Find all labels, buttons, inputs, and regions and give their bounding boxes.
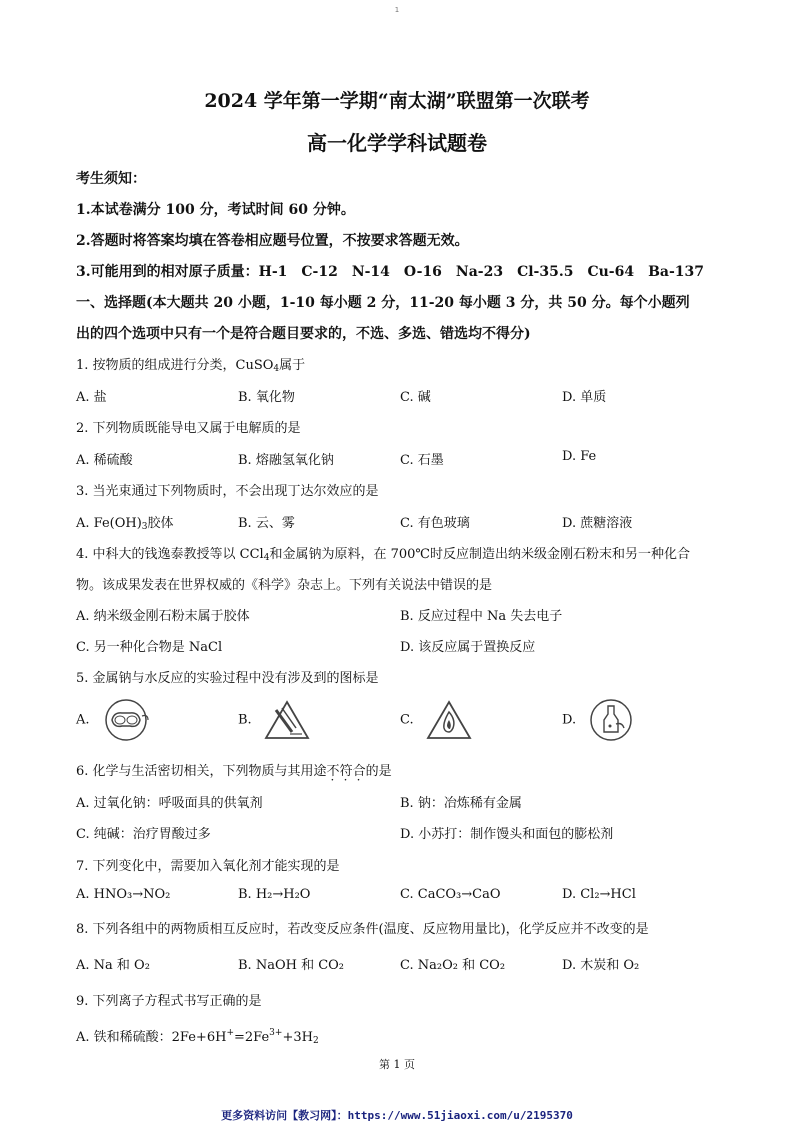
q6-option-a: A. 过氧化钠：呼吸面具的供氧剂: [76, 796, 263, 811]
exam-subtitle: 高一化学学科试题卷: [307, 131, 487, 155]
question-2-stem: 2. 下列物质既能导电又属于电解质的是: [76, 421, 301, 436]
question-1-stem: 1. 按物质的组成进行分类，CuSO$_4$属于: [76, 358, 306, 374]
q6-option-c: C. 纯碱：治疗胃酸过多: [76, 827, 211, 842]
flame-icon: [424, 698, 474, 742]
q3-option-d: D. 蔗糖溶液: [562, 516, 633, 531]
handwash-icon: [586, 698, 636, 742]
question-9-stem: 9. 下列离子方程式书写正确的是: [76, 994, 262, 1009]
q8-option-a: A. Na 和 O₂: [76, 958, 150, 973]
question-3-stem: 3. 当光束通过下列物质时，不会出现丁达尔效应的是: [76, 484, 379, 499]
q7-option-a: A. HNO₃→NO₂: [76, 887, 171, 902]
q4-option-d: D. 该反应属于置换反应: [400, 640, 536, 655]
q2-option-d: D. Fe: [562, 449, 597, 464]
question-8-stem: 8. 下列各组中的两物质相互反应时，若改变反应条件(温度、反应物用量比)，化学反应并不改变的是: [76, 922, 649, 937]
q4-option-c: C. 另一种化合物是 NaCl: [76, 640, 223, 655]
q7-option-b: B. H₂→H₂O: [238, 887, 311, 902]
notice-heading: 考生须知：: [76, 171, 146, 187]
q1-option-b: B. 氧化物: [238, 390, 295, 405]
exam-title: 2024 学年第一学期“南太湖”联盟第一次联考: [204, 90, 590, 112]
q3-option-c: C. 有色玻璃: [400, 516, 470, 531]
q7-option-d: D. Cl₂→HCl: [562, 887, 636, 902]
notice-item-2: 2.答题时将答案均填在答卷相应题号位置，不按要求答题无效。: [76, 233, 469, 249]
q1-option-c: C. 碱: [400, 390, 431, 405]
page-top-mark: 1: [394, 6, 400, 14]
q5-option-d: D.: [562, 698, 636, 742]
q2-option-b: B. 熔融氢氧化钠: [238, 453, 334, 468]
goggles-icon: [100, 698, 152, 742]
question-5-stem: 5. 金属钠与水反应的实验过程中没有涉及到的图标是: [76, 671, 379, 686]
question-7-stem: 7. 下列变化中，需要加入氧化剂才能实现的是: [76, 859, 340, 874]
section-heading-line2: 出的四个选项中只有一个是符合题目要求的，不选、多选、错选均不得分): [76, 326, 531, 342]
q8-option-b: B. NaOH 和 CO₂: [238, 958, 345, 973]
question-4-stem-line1: 4. 中科大的钱逸泰教授等以 CCl$_4$和金属钠为原料，在 700℃时反应制造出纳米级金刚石粉末和另一种化合: [76, 547, 690, 563]
q5-option-b: B.: [238, 698, 312, 742]
question-4-stem-line2: 物。该成果发表在世界权威的《科学》杂志上。下列有关说法中错误的是: [76, 578, 493, 593]
q3-option-a: A. $Fe(OH)_3$胶体: [76, 516, 174, 532]
q2-option-c: C. 石墨: [400, 453, 444, 468]
q8-option-d: D. 木炭和 O₂: [562, 958, 640, 973]
q2-option-a: A. 稀硫酸: [76, 453, 133, 468]
q8-option-c: C. Na₂O₂ 和 CO₂: [400, 958, 506, 973]
q7-option-c: C. CaCO₃→CaO: [400, 887, 501, 902]
q6-option-d: D. 小苏打：制作馒头和面包的膨松剂: [400, 827, 614, 842]
q6-option-b: B. 钠：冶炼稀有金属: [400, 796, 522, 811]
q5-option-c: C.: [400, 698, 474, 742]
notice-item-3: 3.可能用到的相对原子质量：H-1 C-12 N-14 O-16 Na-23 Cl-35.5 Cu-64 Ba-137: [76, 264, 705, 280]
q1-option-d: D. 单质: [562, 390, 607, 405]
q9-option-a: A. 铁和稀硫酸：$2Fe+6H^+=2Fe^{3+}+3H_2$: [76, 1028, 319, 1046]
sharp-object-icon: [262, 698, 312, 742]
q5-option-a: A.: [76, 698, 152, 742]
q4-option-b: B. 反应过程中 Na 失去电子: [400, 609, 563, 624]
notice-item-1: 1.本试卷满分 100 分，考试时间 60 分钟。: [76, 202, 355, 218]
q3-option-b: B. 云、雾: [238, 516, 295, 531]
page-number: 第 1 页: [379, 1058, 415, 1071]
q1-option-a: A. 盐: [76, 390, 107, 405]
section-heading-line1: 一、选择题(本大题共 20 小题，1-10 每小题 2 分，11-20 每小题 3 分，共 50 分。每个小题列: [76, 295, 690, 311]
q4-option-a: A. 纳米级金刚石粉末属于胶体: [76, 609, 250, 624]
question-6-stem: 6. 化学与生活密切相关，下列物质与其用途不符合的是: [76, 764, 392, 779]
resource-link[interactable]: 更多资料访问【教习网】：https://www.51jiaoxi.com/u/2195370: [221, 1109, 573, 1122]
